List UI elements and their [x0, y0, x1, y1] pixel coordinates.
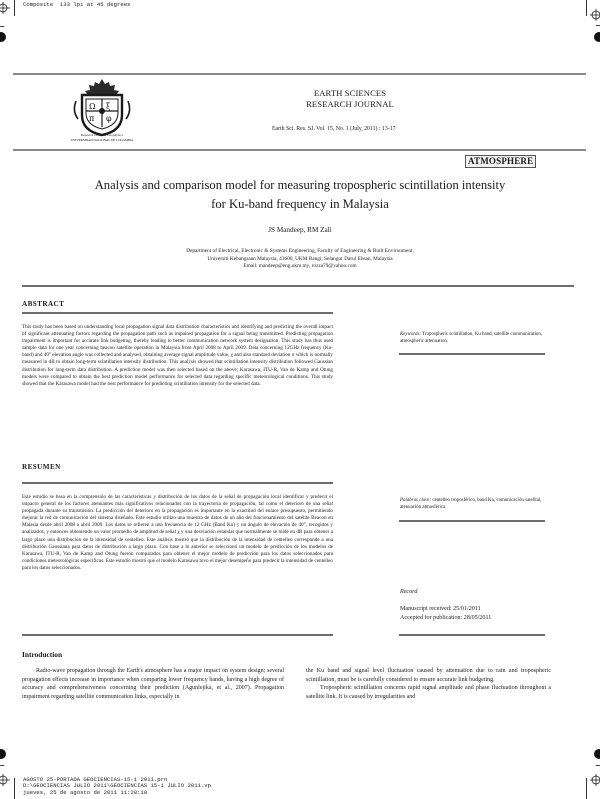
resumen-heading-rule — [22, 482, 333, 484]
svg-text:Ω: Ω — [89, 102, 96, 111]
journal-name: EARTH SCIENCES RESEARCH JOURNAL — [306, 88, 394, 109]
palabras-clave-rule — [399, 520, 545, 522]
registration-crosshair-icon — [590, 9, 600, 21]
registration-dot-icon — [594, 749, 600, 759]
svg-text:φ: φ — [106, 114, 112, 123]
resumen-text: Este estudio se basa en la comprensión de las características y distribución de los datos de la señal de propagación local identificar y predecir el impacto general de los factores atenuantes más significativos relacionados con la trayectoria de propagación, tal como el deterioro de una señal propagada durante su transmisión. La predicción del deterioro en la propagación es importante en la exactitud del enlace presupuesto, permitiendo mejorar la red de comunicación del sistema diseñado. Este estudio utilizo una muestra de datos de un año del funcionamiento del satélite Beacon en Malasia desde abril 2008 a abril 2009. Los datos se refieren a una frecuencia de 12 GHz (Band Ku) y un ángulo de elevación de 40°, recogidos y analizados, y entonces obteniendo un valor promedio de amplitud de señal χ y una desviación estándar que normalmente se mide en dB para obtener a largo plazo una distribución de la intensidad de centelleo. Este análisis mostró que la distribución de la intensidad de centelleo corresponde a una distribución Gaussiana para datos de distribución a largo plazo. Con base a lo anterior se seleccionó un modelo de predicción de los modelos de Karasawa, ITU-R, Van de Kamp and Otung fueron comparados para obtener el mejor modelo de predicción para los datos seleccionados para condiciones meteorológicas específicas. Este estudio mostró que el modelo Karasawa tuvo el mejor desempeño para predecir la intensidad de centelleo para los datos seleccionados. — [22, 494, 333, 571]
record-dates: Manuscript received: 25/01/2011 Accepted for publication: 28/05/2011 — [400, 606, 492, 621]
resumen-keywords: Palabras clave: centelleo troposférico, band Ku, comunicación satelital, atenuación atmosférica. — [400, 498, 542, 511]
registration-crosshair-icon — [0, 774, 10, 786]
title-separator-rule — [22, 285, 574, 287]
registration-crosshair-icon — [0, 2, 10, 14]
crop-mark — [0, 26, 4, 27]
registration-dot-icon — [0, 749, 6, 759]
article-authors: JS Mandeep, RM Zali — [268, 226, 332, 234]
resumen-bottom-rule — [22, 634, 333, 636]
university-crest-logo — [70, 77, 134, 137]
author-affiliation: Department of Electrical, Electronic & Systems Engineering, Faculty of Engineering & Built Environment, Universiti Kebangsaan Malaysia, 43600, UKM Bangi, Selangor Darul Ehsan, Malaysia Email: mandeep@eng.ukm.my, rozza79@yahoo.com — [186, 248, 414, 270]
record-heading: Record — [400, 589, 418, 595]
crop-mark — [0, 765, 4, 766]
abstract-text: This study has been based on understanding local propagation signal data distribution characteristics and identifying and predicting the overall impact of significant attenuating factors regarding the propagation path such as impaired propagation for a signal being transmitted. Predicting propagation impairment is important for accurate link budgeting, thereby leading to better communication network system designation. This study has thus used sample data for one year concerning beacon satellite operation in Malaysia from April 2008 to April 2009. Data concerning 12GHz frequency (Ku-band) and 40° elevation angle was collected and analysed, obtaining average signal amplitude value, χ and also standard deviation σ which is normally measured in dB to obtain long-term scintillation intensity distribution. This analysis showed that scintillation intensity distribution followed Gaussian distribution for long-term data distribution. A prediction model was then selected based on the above; Karasawa, ITU-R, Van de Kamp and Otung models were compared to obtain the best prediction model performance for selected data regarding specific meteorological conditions. This study showed that the Karasawa model had the best performance for predicting scintillation intensity for the selected data. — [22, 324, 333, 387]
slug-bar — [14, 0, 15, 16]
introduction-column-right: the Ku band and signal level fluctuation caused by attenuation due to rain and tropospheric scintillation, must be is carefully considered to ensure accurate link budgeting. Tropospheric scintillation concerns rapid signal amplitude and phase fluctuation throughout a satellite link. It is caused by irregularities and — [306, 668, 551, 700]
svg-text:ξ: ξ — [106, 102, 111, 111]
registration-dot-icon — [0, 32, 6, 42]
abstract-heading-rule — [22, 312, 333, 314]
header-top-rule — [13, 73, 586, 75]
abstract-heading: ABSTRACT — [22, 300, 65, 308]
record-bottom-rule — [399, 634, 545, 636]
slug-bar — [586, 0, 587, 16]
print-slug-bottom: AGOSTO 25-PORTADA GEOCIENCIAS-15-1 2011.prn D:\GEOCIENCIAS JULIO 2011\GEOCIENCIAS 15-1 JULIO 2011.vp jueves, 25 de agosto de 2011 11:28:10 — [23, 776, 211, 796]
logo-caption: Research Group in Geophysics UNIVERSIDAD NACIONAL DE COLOMBIA — [70, 133, 134, 142]
crop-mark — [596, 765, 600, 766]
resumen-heading: RESUMEN — [22, 463, 61, 471]
header-bottom-rule — [13, 149, 586, 151]
journal-citation: Earth Sci. Res. SJ. Vol. 15, No. 1 (July, 2011) : 13-17 — [272, 126, 396, 132]
abstract-keywords: Keywords: Tropospheric scintillation, Ku band, satellite communication, atmospheric attenuation. — [400, 332, 543, 345]
registration-crosshair-icon — [590, 774, 600, 786]
crop-mark — [596, 25, 600, 26]
keywords-rule — [399, 353, 545, 355]
article-title: Analysis and comparison model for measuring tropospheric scintillation intensity for Ku-band frequency in Malaysia — [94, 178, 506, 211]
slug-bar — [14, 778, 15, 799]
print-slug-top: Composite 133 lpi at 45 degrees — [23, 1, 131, 8]
slug-bar — [586, 778, 587, 799]
registration-dot-icon — [594, 32, 600, 42]
introduction-column-left: Radio-wave propagation through the Earth's atmosphere has a major impact on system design; several propagation effects increase in importance when comparing lower frequency bands, having a high degree of accuracy and comprehensiveness concerning their prediction (Agunlejika, et al., 2007). Propagation impairment regarding satellite communication links, especially in — [22, 668, 284, 700]
introduction-heading: Introduction — [22, 650, 63, 659]
section-badge: ATMOSPHERE — [465, 155, 536, 168]
svg-text:π: π — [89, 114, 95, 123]
